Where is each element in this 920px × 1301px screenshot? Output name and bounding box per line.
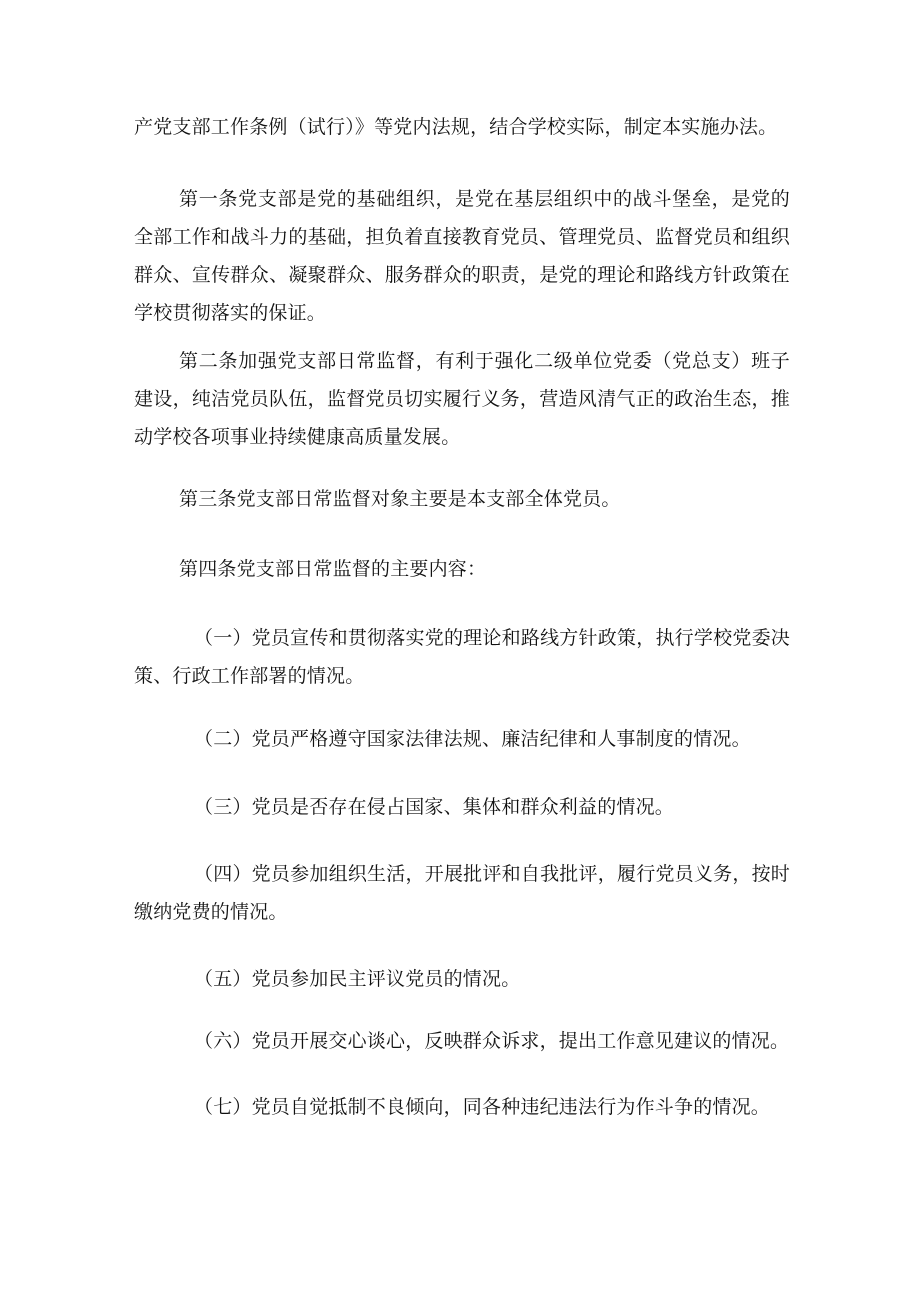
list-item-3: （三）党员是否存在侵占国家、集体和群众利益的情况。 — [194, 796, 675, 818]
list-item-5: （五）党员参加民主评议党员的情况。 — [194, 968, 521, 990]
list-item-7: （七）党员自觉抵制不良倾向，同各种违纪违法行为作斗争的情况。 — [194, 1096, 771, 1118]
paragraph-article-2: 第二条加强党支部日常监督，有利于强化二级单位党委（党总支）班子建设，纯洁党员队伍，监督党员切实履行义务，营造风清气正的政治生态，推动学校各项事业持续健康高质量发展。 — [134, 350, 790, 448]
paragraph-article-1: 第一条党支部是党的基础组织，是党在基层组织中的战斗堡垒，是党的全部工作和战斗力的基础，担负着直接教育党员、管理党员、监督党员和组织群众、宣传群众、凝聚群众、服务群众的职责，是党的理论和路线方针政策在学校贯彻落实的保证。 — [134, 188, 790, 324]
list-item-6: （六）党员开展交心谈心，反映群众诉求，提出工作意见建议的情况。 — [194, 1030, 790, 1052]
list-item-4: （四）党员参加组织生活，开展批评和自我批评，履行党员义务，按时缴纳党费的情况。 — [134, 863, 790, 923]
paragraph-article-4: 第四条党支部日常监督的主要内容： — [179, 558, 487, 580]
list-item-1: （一）党员宣传和贯彻落实党的理论和路线方针政策，执行学校党委决策、行政工作部署的情况。 — [134, 627, 790, 687]
paragraph-intro-continuation: 产党支部工作条例（试行）》等党内法规，结合学校实际，制定本实施办法。 — [134, 116, 778, 138]
list-item-2: （二）党员严格遵守国家法律法规、廉洁纪律和人事制度的情况。 — [194, 728, 751, 750]
paragraph-article-3: 第三条党支部日常监督对象主要是本支部全体党员。 — [179, 488, 621, 510]
